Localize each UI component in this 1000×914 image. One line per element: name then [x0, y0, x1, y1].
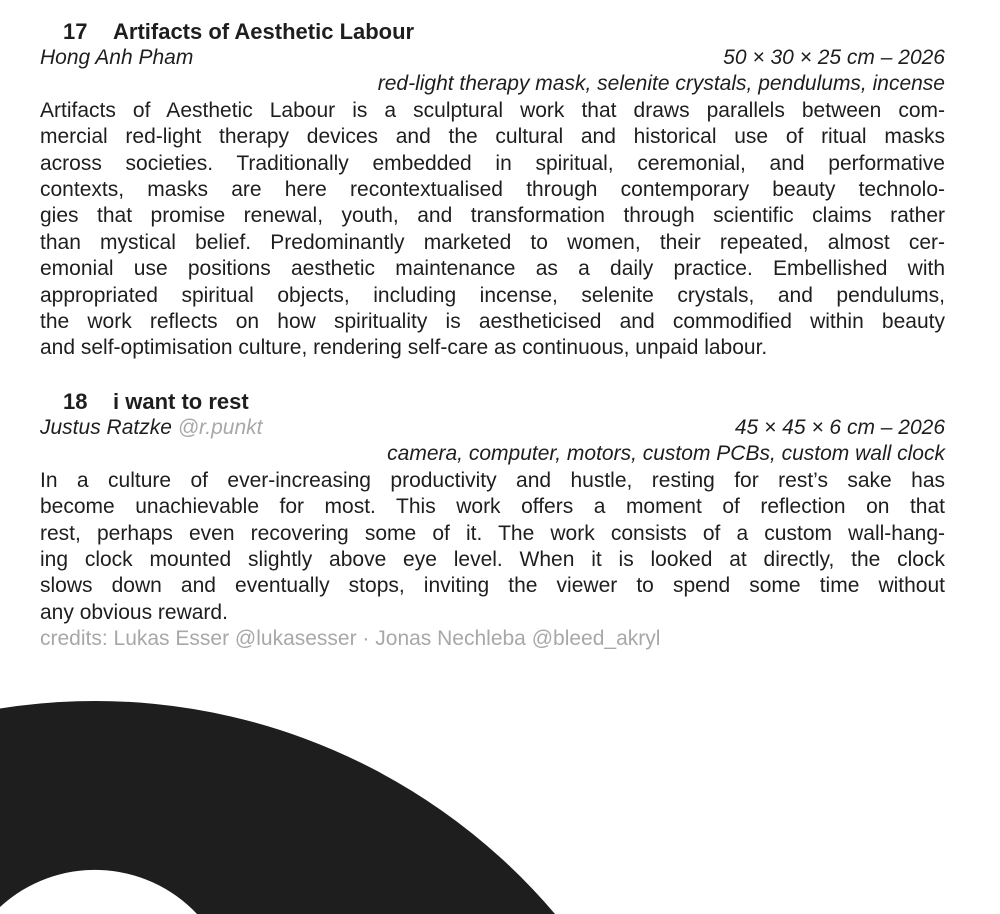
materials: camera, computer, motors, custom PCBs, custom wall clock — [387, 442, 945, 466]
artist-name: Hong Anh Pham — [40, 46, 194, 69]
materials: red-light therapy mask, selenite crystals, pendulums, incense — [377, 72, 945, 96]
description-line: and self-optimisation culture, rendering self-care as continuous, unpaid labour. — [40, 336, 768, 360]
artwork-entry — [40, 19, 945, 362]
description-line: mercial red-light therapy devices and the cultural and historical use of ritual masks — [40, 125, 945, 149]
description-line: appropriated spiritual objects, including incense, selenite crystals, and pendulums, — [40, 283, 945, 307]
artwork-title — [40, 389, 945, 415]
artwork-number: 18 — [63, 389, 88, 414]
description-line: rest, perhaps even recovering some of it. The work consists of a custom wall-hang- — [40, 521, 945, 545]
description — [40, 98, 945, 362]
description-line: In a culture of ever-increasing productivity and hustle, resting for rest’s sake has — [40, 468, 945, 492]
description-line: gies that promise renewal, youth, and transformation through scientific claims rather — [40, 204, 945, 228]
dimensions: 50 × 30 × 25 cm – 2026 — [723, 46, 945, 69]
artist-name: Justus Ratzke — [40, 416, 172, 439]
description-line: across societies. Traditionally embedded in spiritual, ceremonial, and performative — [40, 151, 945, 175]
description-line: ing clock mounted slightly above eye level. When it is looked at directly, the clock — [40, 548, 945, 572]
description-line: than mystical belief. Predominantly marketed to women, their repeated, almost cer- — [40, 230, 945, 254]
description-line: contexts, masks are here recontextualised through contemporary beauty technolo- — [40, 178, 945, 202]
artwork-title-text: i want to rest — [113, 389, 249, 414]
artwork-entry — [40, 389, 945, 653]
description-line: slows down and eventually stops, inviting the viewer to spend some time without — [40, 574, 945, 598]
credits: credits: Lukas Esser @lukasesser · Jonas Nechleba @bleed_akryl — [40, 627, 661, 651]
description-line: any obvious reward. — [40, 600, 228, 624]
artist-handle: @r.punkt — [177, 416, 263, 439]
description-line: Artifacts of Aesthetic Labour is a sculptural work that draws parallels between com- — [40, 98, 945, 122]
description-line: emonial use positions aesthetic maintenance as a daily practice. Embellished with — [40, 257, 945, 281]
description — [40, 468, 945, 626]
artist — [40, 45, 193, 71]
ring-shape — [0, 701, 555, 914]
description-line: the work reflects on how spirituality is aestheticised and commodified within beauty — [40, 310, 945, 334]
description-line: become unachievable for most. This work offers a moment of reflection on that — [40, 495, 945, 519]
artwork-title — [40, 19, 945, 45]
artwork-number: 17 — [63, 19, 88, 44]
artwork-title-text: Artifacts of Aesthetic Labour — [113, 19, 415, 44]
artist — [40, 415, 262, 441]
dimensions: 45 × 45 × 6 cm – 2026 — [734, 416, 945, 439]
